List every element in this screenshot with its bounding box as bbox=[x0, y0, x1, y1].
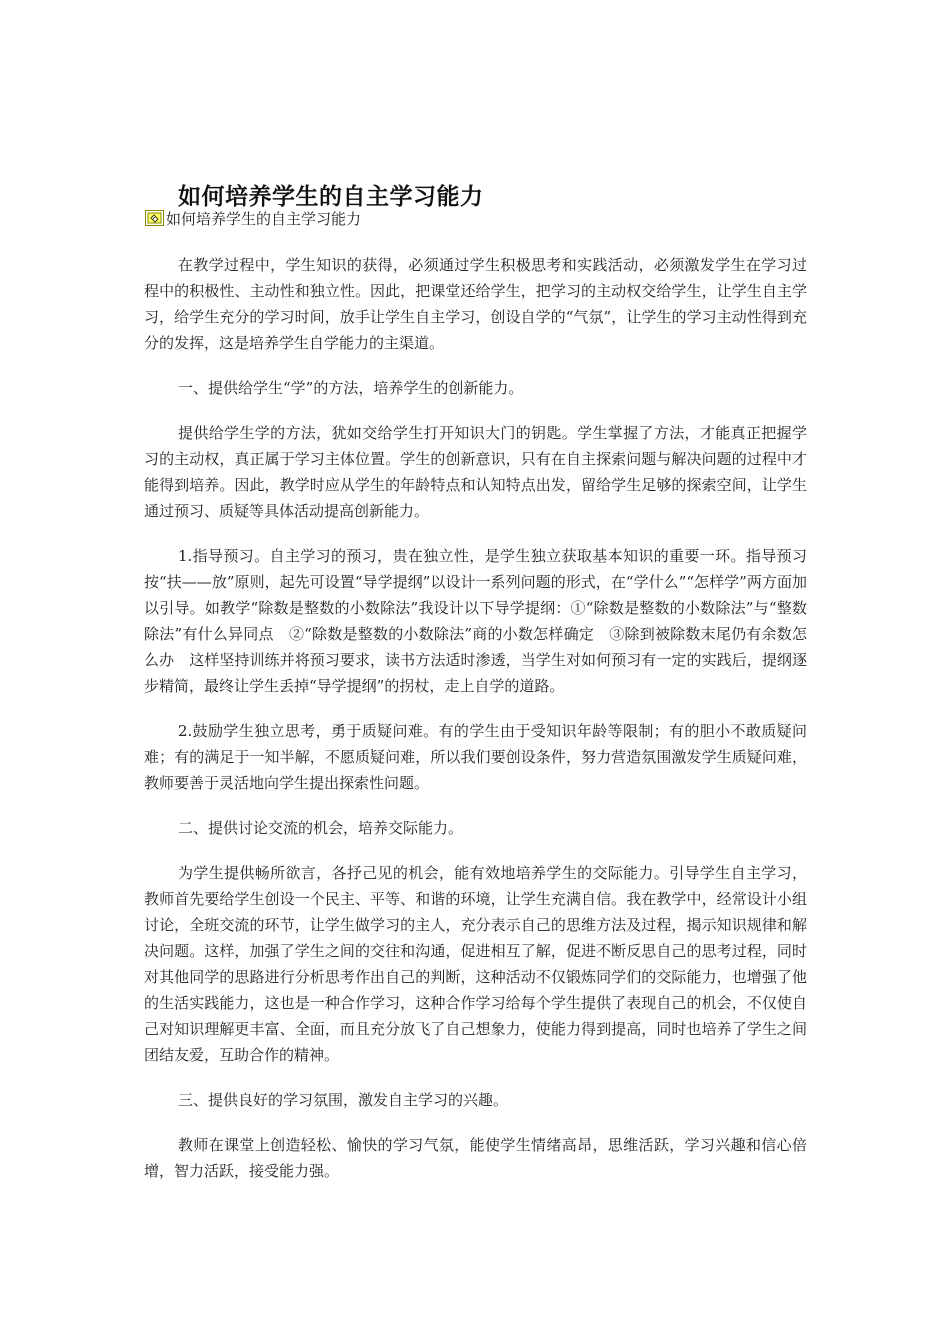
document-link-icon bbox=[145, 210, 164, 226]
document-body bbox=[144, 252, 807, 1203]
paragraph-intro: 在教学过程中，学生知识的获得，必须通过学生积极思考和实践活动，必须激发学生在学习过程中的积极性、主动性和独立性。因此，把课堂还给学生，把学习的主动权交给学生，让学生自主学习，给学生充分的学习时间，放手让学生自主学习，创设自学的“气氛”，让学生的学习主动性得到充分的发挥，这是培养学生自学能力的主渠道。 bbox=[144, 256, 807, 352]
subtitle-row bbox=[145, 207, 361, 229]
paragraph-questioning: 2.鼓励学生独立思考，勇于质疑问难。有的学生由于受知识年龄等限制；有的胆小不敢质疑问难；有的满足于一知半解，不愿质疑问难，所以我们要创设条件，努力营造氛围激发学生质疑问难，教师要善于灵活地向学生提出探索性问题。 bbox=[144, 722, 807, 792]
paragraph-method: 提供给学生学的方法，犹如交给学生打开知识大门的钥匙。学生掌握了方法，才能真正把握学习的主动权，真正属于学习主体位置。学生的创新意识，只有在自主探索问题与解决问题的过程中才能得到培养。因此，教学时应从学生的年龄特点和认知特点出发，留给学生足够的探索空间，让学生通过预习、质疑等具体活动提高创新能力。 bbox=[144, 424, 807, 520]
paragraph-preview-guidance: 1.指导预习。自主学习的预习，贵在独立性，是学生独立获取基本知识的重要一环。指导预习按“扶——放”原则，起先可设置“导学提纲”以设计一系列问题的形式，在“学什么”“怎样学”两方面加以引导。如教学“除数是整数的小数除法”我设计以下导学提纲：①“除数是整数的小数除法”与“整数除法”有什么异同点 ②“除数是整数的小数除法”商的小数怎样确定 ③除到被除数末尾仍有余数怎么办 这样坚持训练并将预习要求，读书方法适时渗透，当学生对如何预习有一定的实践后，提纲逐步精简，最终让学生丢掉“导学提纲”的拐杖，走上自学的道路。 bbox=[144, 547, 807, 695]
section-heading-2: 二、提供讨论交流的机会，培养交际能力。 bbox=[178, 819, 464, 837]
section-heading-3: 三、提供良好的学习氛围，激发自主学习的兴趣。 bbox=[178, 1091, 509, 1109]
paragraph-discussion: 为学生提供畅所欲言，各抒己见的机会，能有效地培养学生的交际能力。引导学生自主学习，教师首先要给学生创设一个民主、平等、和谐的环境，让学生充满自信。我在教学中，经常设计小组讨论，全班交流的环节，让学生做学习的主人，充分表示自己的思维方法及过程，揭示知识规律和解决问题。这样，加强了学生之间的交往和沟通，促进相互了解，促进不断反思自己的思考过程，同时对其他同学的思路进行分析思考作出自己的判断，这种活动不仅锻炼同学们的交际能力，也增强了他的生活实践能力，这也是一种合作学习，这种合作学习给每个学生提供了表现自己的机会，不仅使自己对知识理解更丰富、全面，而且充分放飞了自己想象力，使能力得到提高，同时也培养了学生之间团结友爱，互助合作的精神。 bbox=[144, 864, 807, 1064]
paragraph-atmosphere: 教师在课堂上创造轻松、愉快的学习气氛，能使学生情绪高昂，思维活跃，学习兴趣和信心倍增，智力活跃，接受能力强。 bbox=[144, 1136, 807, 1180]
document-subtitle: 如何培养学生的自主学习能力 bbox=[166, 209, 362, 228]
document-title: 如何培养学生的自主学习能力 bbox=[178, 183, 484, 210]
section-heading-1: 一、提供给学生“学”的方法，培养学生的创新能力。 bbox=[178, 379, 524, 397]
